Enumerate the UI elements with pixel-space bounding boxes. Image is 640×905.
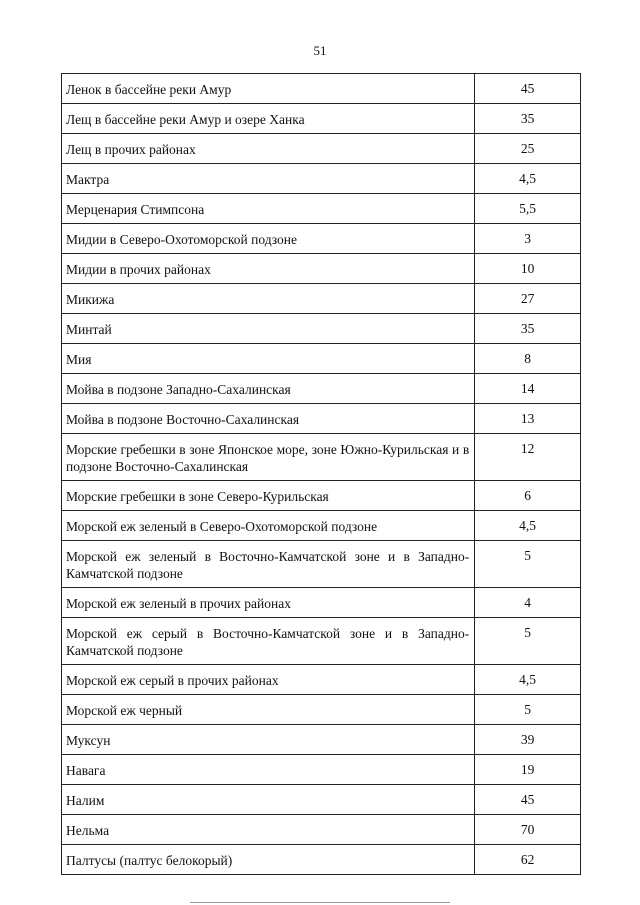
species-name-cell: Морские гребешки в зоне Северо-Курильская	[62, 481, 475, 511]
species-name-cell: Муксун	[62, 725, 475, 755]
table-row	[62, 665, 581, 695]
table-row	[62, 224, 581, 254]
rate-value-cell: 3	[475, 224, 581, 254]
rate-value-cell: 19	[475, 755, 581, 785]
table-row	[62, 695, 581, 725]
table-row	[62, 434, 581, 481]
species-name-cell: Мерценария Стимпсона	[62, 194, 475, 224]
bottom-scan-edge	[190, 902, 450, 903]
table-row	[62, 164, 581, 194]
species-name-cell: Морской еж зеленый в Северо-Охотоморской подзоне	[62, 511, 475, 541]
species-name-cell: Минтай	[62, 314, 475, 344]
species-name-cell: Морской еж черный	[62, 695, 475, 725]
species-name-cell: Мия	[62, 344, 475, 374]
table-row	[62, 374, 581, 404]
rate-value-cell: 62	[475, 845, 581, 875]
table-row	[62, 134, 581, 164]
table-row	[62, 104, 581, 134]
table-row	[62, 284, 581, 314]
species-name-cell: Морской еж зеленый в Восточно-Камчатской зоне и в Западно-Камчатской подзоне	[62, 541, 475, 588]
rate-value-cell: 5	[475, 618, 581, 665]
table-row	[62, 541, 581, 588]
rate-value-cell: 4,5	[475, 665, 581, 695]
species-name-cell: Мактра	[62, 164, 475, 194]
rate-value-cell: 45	[475, 74, 581, 104]
rate-value-cell: 14	[475, 374, 581, 404]
species-name-cell: Палтусы (палтус белокорый)	[62, 845, 475, 875]
rate-value-cell: 6	[475, 481, 581, 511]
table-row	[62, 404, 581, 434]
species-name-cell: Лещ в бассейне реки Амур и озере Ханка	[62, 104, 475, 134]
table-row	[62, 588, 581, 618]
table-row	[62, 254, 581, 284]
species-name-cell: Налим	[62, 785, 475, 815]
rate-value-cell: 39	[475, 725, 581, 755]
rate-value-cell: 5	[475, 695, 581, 725]
species-name-cell: Мидии в Северо-Охотоморской подзоне	[62, 224, 475, 254]
rate-value-cell: 5	[475, 541, 581, 588]
species-name-cell: Мойва в подзоне Восточно-Сахалинская	[62, 404, 475, 434]
table-row	[62, 755, 581, 785]
species-name-cell: Микижа	[62, 284, 475, 314]
rate-value-cell: 4	[475, 588, 581, 618]
table-row	[62, 314, 581, 344]
species-name-cell: Навага	[62, 755, 475, 785]
table-row	[62, 344, 581, 374]
rate-value-cell: 8	[475, 344, 581, 374]
rate-value-cell: 5,5	[475, 194, 581, 224]
rate-value-cell: 4,5	[475, 164, 581, 194]
species-name-cell: Морской еж зеленый в прочих районах	[62, 588, 475, 618]
rate-value-cell: 25	[475, 134, 581, 164]
rate-value-cell: 13	[475, 404, 581, 434]
species-name-cell: Лещ в прочих районах	[62, 134, 475, 164]
rate-value-cell: 10	[475, 254, 581, 284]
species-name-cell: Нельма	[62, 815, 475, 845]
table-row	[62, 785, 581, 815]
table-row	[62, 725, 581, 755]
species-name-cell: Морские гребешки в зоне Японское море, зоне Южно-Курильская и в подзоне Восточно-Сахалинская	[62, 434, 475, 481]
species-name-cell: Ленок в бассейне реки Амур	[62, 74, 475, 104]
table-row	[62, 194, 581, 224]
rate-value-cell: 70	[475, 815, 581, 845]
rate-value-cell: 45	[475, 785, 581, 815]
rate-value-cell: 35	[475, 314, 581, 344]
rates-table	[61, 73, 581, 875]
species-name-cell: Морской еж серый в Восточно-Камчатской зоне и в Западно-Камчатской подзоне	[62, 618, 475, 665]
page-number: 51	[313, 43, 327, 58]
table-row	[62, 845, 581, 875]
table-row	[62, 74, 581, 104]
rate-value-cell: 35	[475, 104, 581, 134]
rate-value-cell: 27	[475, 284, 581, 314]
table-row	[62, 511, 581, 541]
rate-value-cell: 4,5	[475, 511, 581, 541]
species-name-cell: Морской еж серый в прочих районах	[62, 665, 475, 695]
species-name-cell: Мойва в подзоне Западно-Сахалинская	[62, 374, 475, 404]
table-row	[62, 815, 581, 845]
table-row	[62, 481, 581, 511]
table-row	[62, 618, 581, 665]
rate-value-cell: 12	[475, 434, 581, 481]
species-name-cell: Мидии в прочих районах	[62, 254, 475, 284]
